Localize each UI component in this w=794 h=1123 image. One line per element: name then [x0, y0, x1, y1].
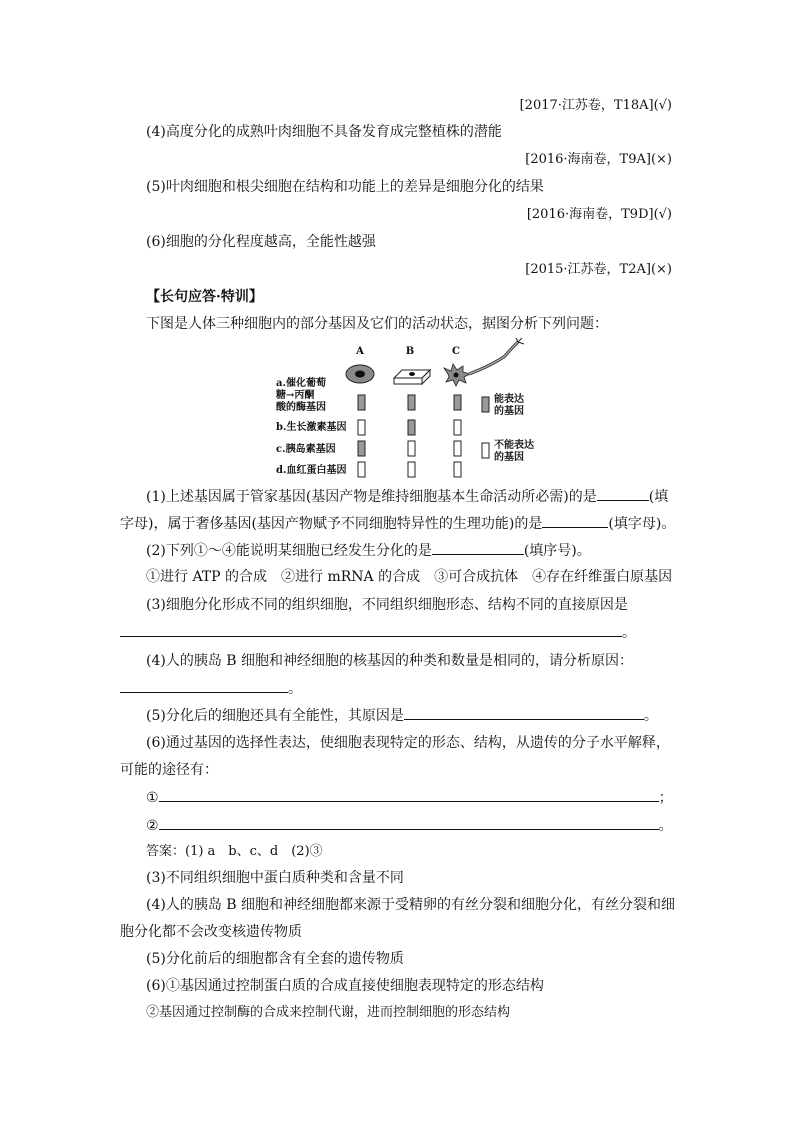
svg-text:糖→丙酮: 糖→丙酮 [276, 390, 315, 401]
question-2: (2)下列①～④能说明某细胞已经发生分化的是 (填序号)。 [146, 540, 591, 561]
answer-blank-6[interactable] [404, 705, 644, 720]
source-tag-5: [2016·海南卷，T9D](√) [526, 207, 672, 222]
answer-blank-3[interactable] [432, 540, 524, 555]
question-intro: 下图是人体三种细胞内的部分基因及它们的活动状态，据图分析下列问题： [146, 316, 608, 332]
gene-box-c-cell-a [358, 441, 365, 456]
answer-5: (5)分化前后的细胞都含有全套的遗传物质 [146, 951, 404, 967]
answer-blank-2[interactable] [542, 513, 608, 528]
legend-expressed-swatch [482, 397, 489, 412]
answer-blank-4[interactable] [120, 622, 622, 637]
section-title: 【长句应答·特训】 [146, 289, 263, 305]
gene-expression-figure [270, 338, 540, 480]
gene-box-a-cell-c [454, 395, 461, 410]
judgement-item-6: (6)细胞的分化程度越高，全能性越强 [146, 234, 376, 250]
answer-blank-7[interactable] [159, 787, 659, 802]
question-6-cont: 可能的途径有： [120, 762, 218, 778]
answer-4-cont: 胞分化都不会改变核遗传物质 [120, 924, 302, 940]
cell-label-b: B [405, 346, 415, 357]
source-tag-6: [2015·江苏卷，T2A](×) [525, 262, 672, 277]
question-4: (4)人的胰岛 B 细胞和神经细胞的核基因的种类和数量是相同的，请分析原因： [146, 653, 634, 669]
gene-label-b: b.生长激素基因 [276, 422, 347, 433]
answer-6-1: (6)①基因通过控制蛋白质的合成直接使细胞表现特定的形态结构 [146, 978, 544, 994]
source-tag-4: [2016·海南卷，T9A](×) [525, 152, 672, 167]
cell-label-a: A [356, 346, 364, 357]
question-6-blank-2: ② 。 [146, 815, 673, 836]
gene-box-a-cell-a [358, 395, 365, 410]
question-6-blank-1: ① ； [146, 787, 673, 808]
question-6: (6)通过基因的选择性表达，使细胞表现特定的形态、结构，从遗传的分子水平解释， [146, 735, 670, 751]
answer-blank-5[interactable] [120, 678, 288, 693]
gene-box-d-cell-b [408, 462, 415, 477]
question-5: (5)分化后的细胞还具有全能性，其原因是 。 [146, 705, 658, 726]
answer-3: (3)不同组织细胞中蛋白质种类和含量不同 [146, 870, 404, 886]
answer-6-2: ②基因通过控制酶的合成来控制代谢，进而控制细胞的形态结构 [146, 1005, 511, 1020]
question-1-cont: 字母)，属于奢侈基因(基因产物赋予不同细胞特异性的生理功能)的是 (填字母)。 [120, 513, 675, 534]
question-1: (1)上述基因属于管家基因(基因产物是维持细胞基本生命活动所必需)的是 (填 [146, 486, 668, 507]
legend-expressed-line2: 的基因 [494, 406, 524, 417]
gene-label-c: c.胰岛素基因 [276, 444, 336, 455]
gene-box-c-cell-b [408, 441, 415, 456]
legend-not-expressed-line1: 不能表达 [494, 440, 534, 451]
gene-box-b-cell-c [454, 420, 461, 435]
legend-not-expressed-line2: 的基因 [494, 452, 524, 463]
answer-blank-8[interactable] [159, 815, 659, 830]
svg-text:a.催化葡萄: a.催化葡萄 [276, 378, 326, 389]
question-4-cont: 。 [120, 678, 302, 699]
gene-box-b-cell-a [358, 420, 365, 435]
gene-box-c-cell-c [454, 441, 461, 456]
judgement-item-5: (5)叶肉细胞和根尖细胞在结构和功能上的差异是细胞分化的结果 [146, 179, 544, 195]
svg-text:酸的酶基因: 酸的酶基因 [276, 402, 326, 413]
answer-1-2: 答案：(1) a b、c、d (2)③ [146, 844, 323, 859]
cell-b-icon [394, 370, 430, 384]
gene-label-a [275, 376, 326, 413]
source-tag-1: [2017·江苏卷，T18A](√) [519, 98, 672, 113]
legend-expressed-line1: 能表达 [494, 394, 524, 405]
answer-blank-1[interactable] [597, 486, 649, 501]
legend-not-expressed-swatch [482, 443, 489, 458]
judgement-item-4: (4)高度分化的成熟叶肉细胞不具备发育成完整植株的潜能 [146, 124, 502, 140]
gene-box-b-cell-b [408, 420, 415, 435]
gene-state-grid [358, 395, 461, 477]
answer-4: (4)人的胰岛 B 细胞和神经细胞都来源于受精卵的有丝分裂和细胞分化，有丝分裂和细 [146, 897, 676, 913]
question-3-cont: 。 [120, 622, 636, 643]
gene-box-d-cell-c [454, 462, 461, 477]
gene-label-d: d.血红蛋白基因 [276, 465, 347, 476]
cell-label-c: C [452, 346, 460, 357]
gene-box-a-cell-b [408, 395, 415, 410]
question-3: (3)细胞分化形成不同的组织细胞，不同组织细胞形态、结构不同的直接原因是 [146, 597, 628, 613]
cell-a-icon [346, 365, 374, 383]
question-2-options: ①进行 ATP 的合成 ②进行 mRNA 的合成 ③可合成抗体 ④存在纤维蛋白原基因 [146, 569, 673, 585]
gene-box-d-cell-a [358, 462, 365, 477]
